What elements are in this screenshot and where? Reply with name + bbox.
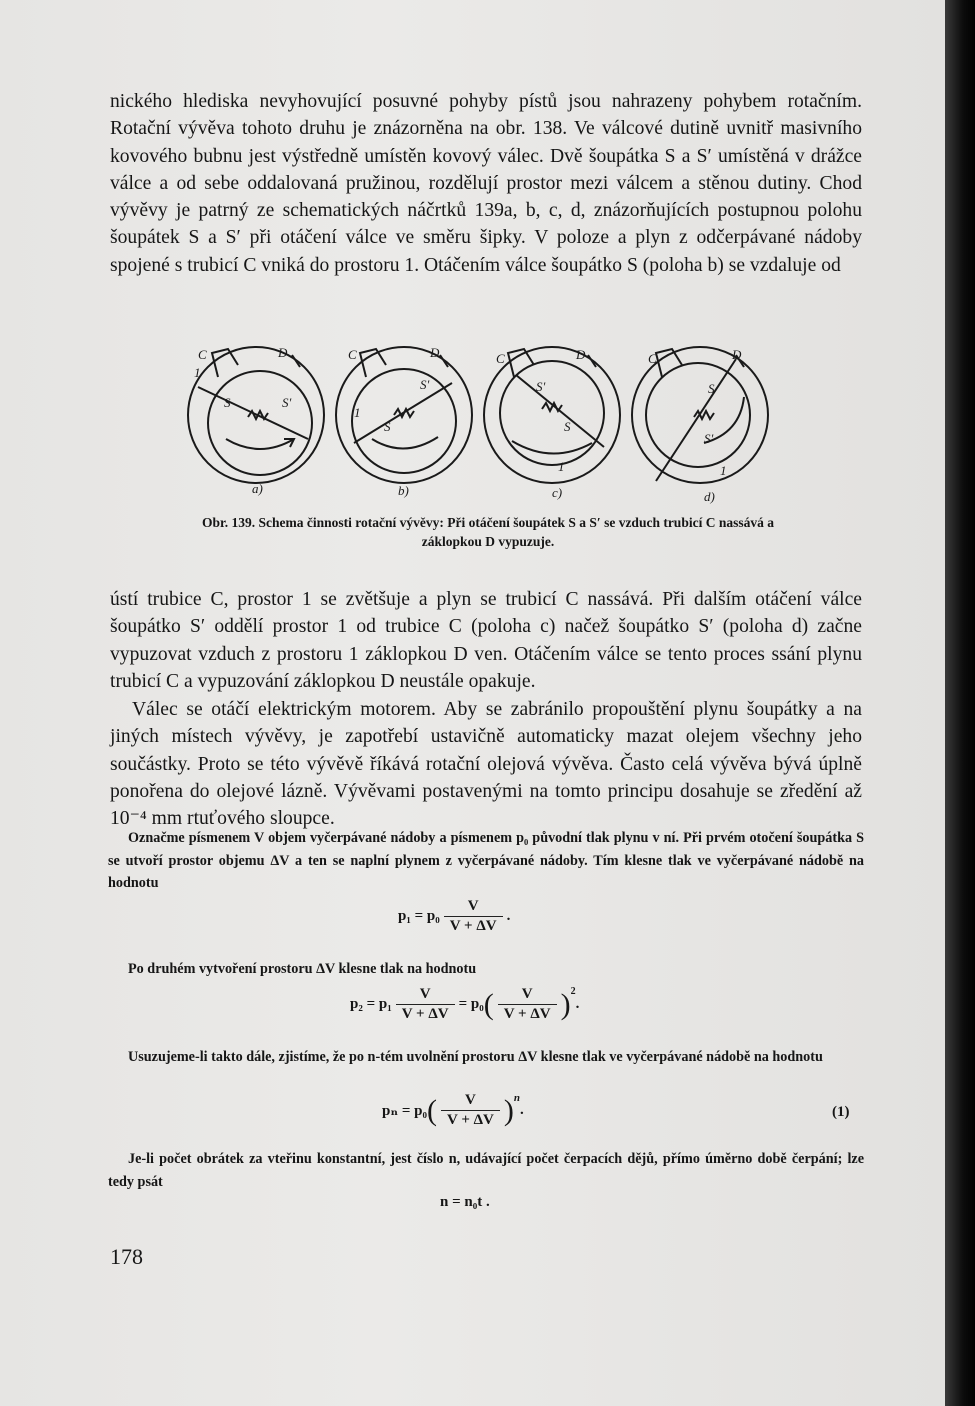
paragraph-3: Válec se otáčí elektrickým motorem. Aby se zabránilo propouštění plynu šoupátky a na jiných místech vývěvy, je zapotřebí ustavičně automaticky mazat olejem všechny jeho součástky. Proto se této vývěvě říkává rotační olejová vývěva. Často celá vývěva bývá úplně ponořena do olejové lázně. Vývěvami postavenými na tomto principu dosahuje se zředění až 10⁻⁴ mm rtuťového sloupce. [110,699,862,830]
small-paragraph-2: Po druhém vytvoření prostoru ΔV klesne tlak na hodnotu [128,961,477,977]
paragraph-2: ústí trubice C, prostor 1 se zvětšuje a plyn se trubicí C nassává. Při dalším otáčení válce šoupátko S′ oddělí prostor 1 od trubice C (poloha c) načež šoupátko S′ (poloha d) začne vypuzovat vzduch z prostoru 1 záklopkou D ven. Otáčením válce se tento proces ssání plynu trubicí C a vypuzování záklopkou D neustále opakuje. [110,589,862,692]
page-number: 178 [110,1244,143,1269]
part-1-label-b: 1 [354,405,361,420]
diagram-a-label: a) [252,481,263,496]
part-s-label-b: S [384,419,391,434]
part-d-label-a: D [278,345,288,360]
part-s-label-d: S [708,381,715,396]
eq3-exponent: n [513,1092,520,1104]
part-sprime-label-b: S′ [420,377,430,392]
part-c-label-b: C [348,347,357,362]
part-sprime-label-c: S′ [536,379,546,394]
diagram-b-label: b) [398,483,409,498]
part-d-label-d: D [732,347,742,362]
eq2-numerator-2: V [521,986,533,1002]
eq3-denominator: V + ΔV [441,1110,500,1129]
equation-n: n = n₀t . [440,1194,490,1210]
eq1-numerator: V [467,898,479,914]
small-paragraph-4: Je-li počet obrátek za vteřinu konstantní, jest číslo n, udávající počet čerpacích dějů, přímo úměrno době čerpání; lze tedy psát [108,1151,864,1190]
part-c-label-a: C [198,347,207,362]
eq2-numerator: V [419,986,431,1002]
small-paragraph-3: Usuzujeme-li takto dále, zjistíme, že po n-tém uvolnění prostoru ΔV klesne tlak ve vyčerpávané nádobě na hodnotu [128,1049,823,1065]
part-1-label-c: 1 [558,459,565,474]
eq2-exponent: 2 [570,986,576,997]
book-spine-shadow [945,0,975,1406]
figure-139 [180,335,780,507]
equation-p1 [398,898,510,935]
equation-number: (1) [832,1104,850,1120]
eq2-denominator-2: V + ΔV [498,1004,557,1023]
eq1-end: . [506,908,511,924]
part-s-label-c: S [564,419,571,434]
eq3-numerator: V [465,1092,476,1108]
eq2-lhs: p₂ = p₁ [350,996,392,1012]
figure-caption: Obr. 139. Schema činnosti rotační vývěvy: Při otáčení šoupátek S a S′ se vzduch trubicí C nassává a záklopkou D vypuzuje. [202,515,774,549]
diagram-a [188,347,324,483]
equation-p2: p₂ = p₁ $\frac{V}{V + \Delta V}$ = p₀ ( $\frac{V}{V + \Delta V}$ ) $^2$ . [350,986,580,1022]
part-d-label-c: D [576,347,586,362]
eq2-denominator: V + ΔV [396,1004,455,1023]
part-d-label-b: D [430,345,440,360]
part-sprime-label-a: S′ [282,395,292,410]
eq2-mid: = p₀ [458,996,484,1012]
diagram-d-label: d) [704,489,715,504]
paragraph-1: nického hlediska nevyhovující posuvné pohyby pístů jsou nahrazeny pohybem rotačním. Rotační vývěva tohoto druhu je znázorněna na obr. 138. Ve válcové dutině uvnitř masivního kovového bubnu jest výstředně umístěn kovový válec. Dvě šoupátka S a S′ umístěná v drážce válce a od sebe oddalovaná pružinou, rozdělují prostor mezi válcem a stěnou dutiny. Chod vývěvy je patrný ze schematických náčrtků 139a, b, c, d, znázorňujících postupnou polohu šoupátek S a S′ při otáčení válce ve směru šipky. V poloze a plyn z odčerpávané nádoby spojené s trubicí C vniká do prostoru 1. Otáčením válce šoupátko S (poloha b) se vzdaluje od [110,91,862,276]
diagram-c [484,347,620,483]
diagram-c-label: c) [552,485,563,500]
part-1-label-d: 1 [720,463,727,478]
part-s-label-a: S [224,395,231,410]
part-1-label-a: 1 [194,365,201,380]
part-sprime-label-d: S′ [704,431,714,446]
small-paragraph-1: Označme písmenem V objem vyčerpávané nádoby a písmenem p₀ původní tlak plynu v ní. Při prvém otočení šoupátka S se utvoří prostor objemu ΔV a ten se naplní plynem z vyčerpávané nádoby. Tím klesne tlak ve vyčerpávané nádobě na hodnotu [108,830,864,891]
diagram-d [632,347,768,483]
eq3-end: . [520,1102,524,1118]
part-c-label-d: C [648,351,657,366]
eq2-end: . [575,996,580,1012]
part-c-label-c: C [496,351,505,366]
eq1-lhs: p₁ = p₀ [398,908,440,924]
eq1-denominator: V + ΔV [444,916,503,935]
equation-pn: pₙ = p₀ ( $\frac{V}{V + \Delta V}$ ) $^n$ . [382,1092,524,1128]
eq3-lhs: pₙ = p₀ [382,1103,428,1119]
